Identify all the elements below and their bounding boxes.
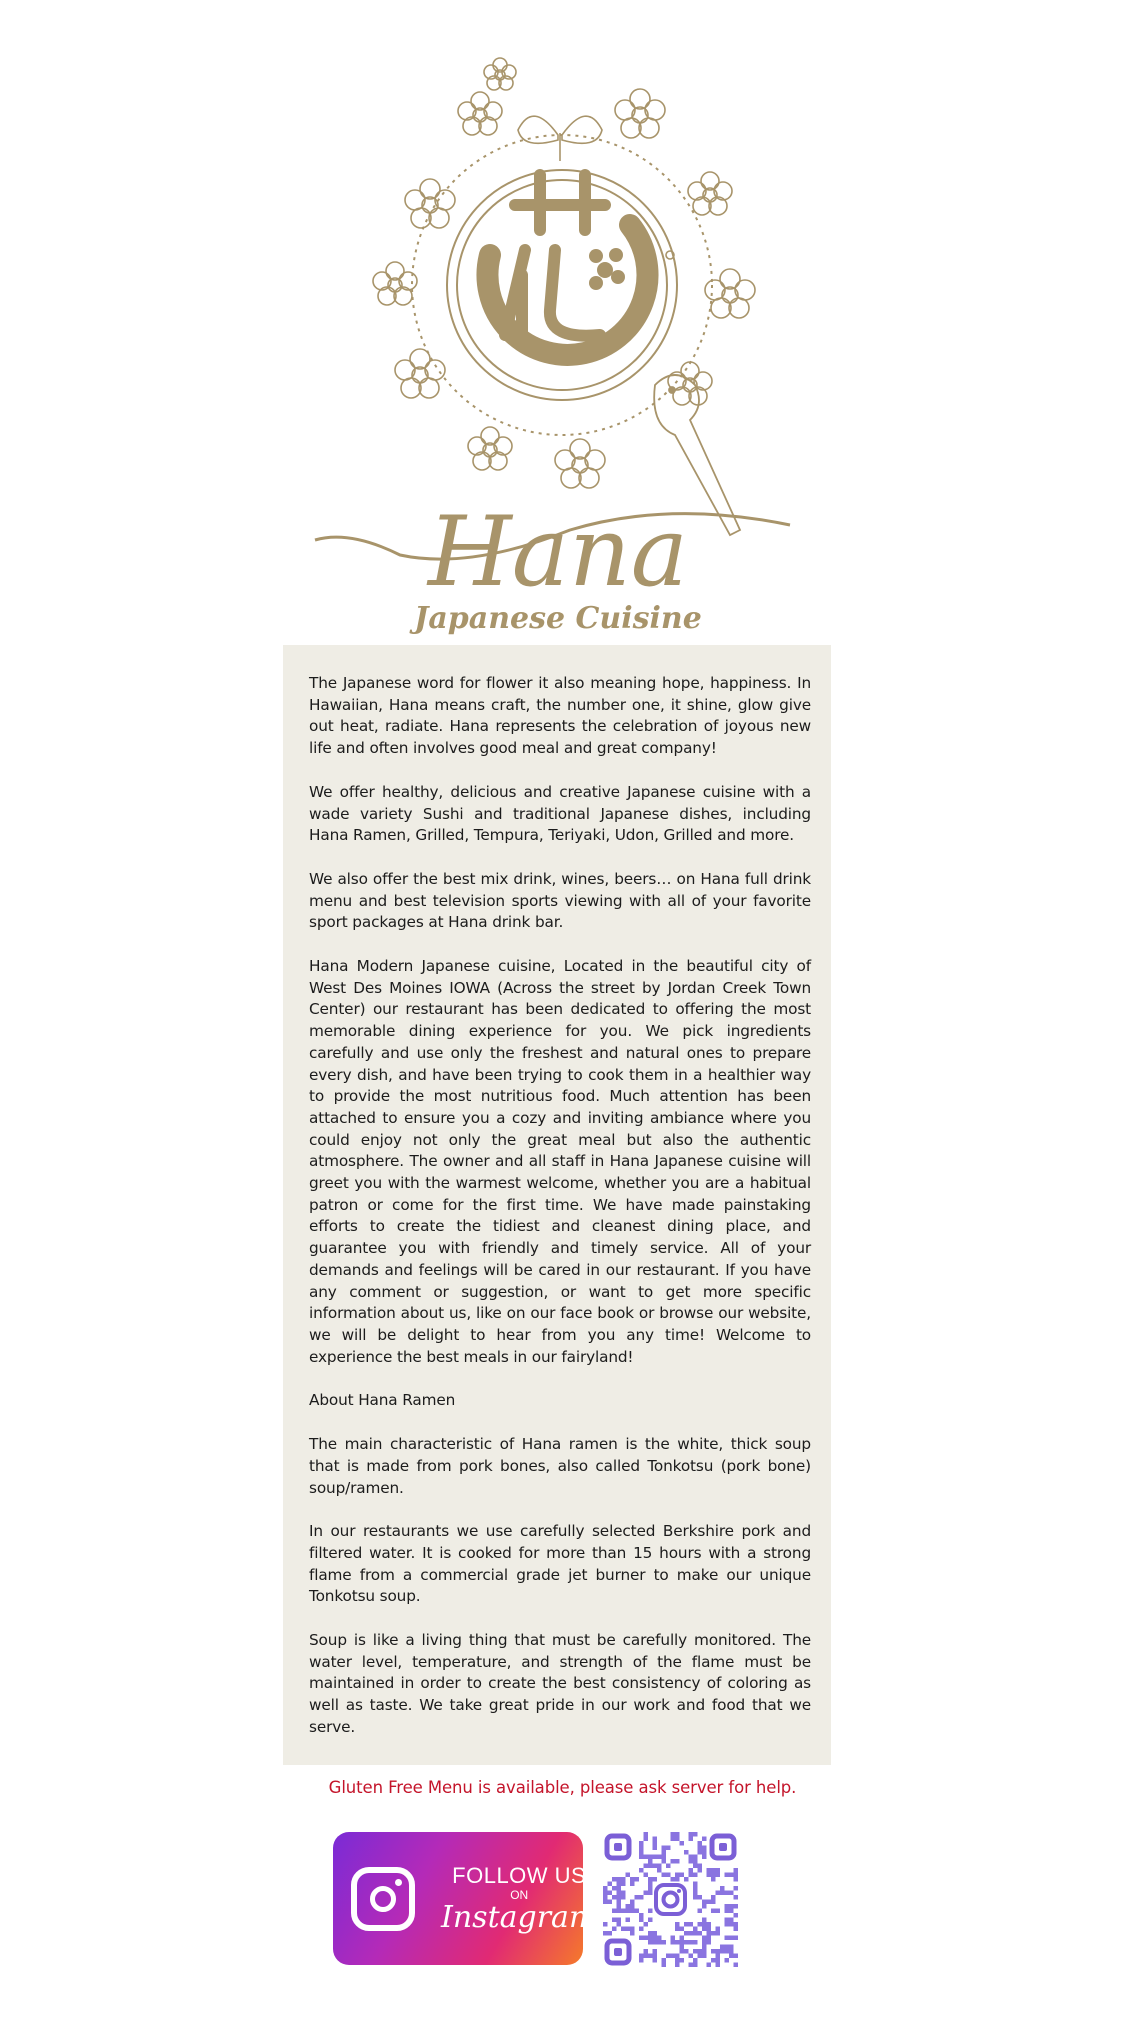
qr-module (603, 1886, 608, 1891)
qr-module (698, 1850, 703, 1855)
qr-module (680, 1945, 685, 1950)
qr-module (702, 1855, 707, 1860)
qr-module (603, 1891, 608, 1896)
qr-module (716, 1868, 721, 1873)
qr-module (698, 1909, 703, 1914)
qr-module (639, 1936, 644, 1941)
qr-module (603, 1900, 608, 1905)
qr-module (680, 1958, 685, 1963)
qr-module (608, 1900, 613, 1905)
qr-module (653, 1846, 658, 1851)
qr-module (689, 1922, 694, 1927)
qr-module (684, 1922, 689, 1927)
qr-module (666, 1954, 671, 1959)
qr-module (671, 1940, 676, 1945)
qr-module (716, 1958, 721, 1963)
follow-us-text: FOLLOW US (452, 1862, 587, 1888)
qr-module (734, 1927, 739, 1932)
qr-module (702, 1850, 707, 1855)
qr-module (698, 1841, 703, 1846)
qr-module (639, 1918, 644, 1923)
qr-module (608, 1931, 613, 1936)
qr-module (666, 1846, 671, 1851)
qr-module (612, 1909, 617, 1914)
qr-module (626, 1873, 631, 1878)
qr-module (621, 1927, 626, 1932)
ramen-heading: About Hana Ramen (309, 1391, 456, 1410)
qr-module (603, 1931, 608, 1936)
qr-module (729, 1922, 734, 1927)
qr-module (608, 1891, 613, 1896)
qr-module (729, 1949, 734, 1954)
qr-module (644, 1954, 649, 1959)
qr-module (648, 1954, 653, 1959)
qr-module (630, 1900, 635, 1905)
qr-module (689, 1859, 694, 1864)
qr-module (612, 1895, 617, 1900)
qr-module (711, 1949, 716, 1954)
qr-module (698, 1949, 703, 1954)
ramen-paragraph-3: Soup is like a living thing that must be carefully monitored. The water level, temperature, and strength of the flame must be maintained in order to create the best consistency of coloring as well as taste. We take great pride in our work and food that we serve. (309, 1631, 811, 1736)
qr-module (653, 1949, 658, 1954)
qr-module (680, 1873, 685, 1878)
qr-module (653, 1864, 658, 1869)
qr-module (702, 1954, 707, 1959)
on-text: ON (510, 1887, 529, 1902)
qr-module (639, 1958, 644, 1963)
qr-module (621, 1895, 626, 1900)
qr-module (698, 1931, 703, 1936)
qr-module (693, 1931, 698, 1936)
qr-module (644, 1832, 649, 1837)
qr-module (707, 1900, 712, 1905)
qr-module (644, 1922, 649, 1927)
qr-module (621, 1882, 626, 1887)
qr-module (734, 1922, 739, 1927)
qr-module (693, 1832, 698, 1837)
qr-module (716, 1931, 721, 1936)
qr-module (707, 1963, 712, 1968)
qr-module (626, 1909, 631, 1914)
qr-module (653, 1954, 658, 1959)
qr-module (666, 1864, 671, 1869)
qr-module (662, 1859, 667, 1864)
qr-module (648, 1859, 653, 1864)
about-paragraph-1: The Japanese word for flower it also meaning hope, happiness. In Hawaiian, Hana means craft, the number one, it shine, glow give out heat, radiate. Hana represents the celebration of joyous new life and often involves good meal and great company! (309, 674, 811, 758)
qr-module (684, 1940, 689, 1945)
kanji-seal-icon (487, 175, 647, 355)
qr-module (675, 1963, 680, 1968)
qr-module (734, 1886, 739, 1891)
qr-module (653, 1931, 658, 1936)
qr-module (653, 1877, 658, 1882)
qr-module (671, 1859, 676, 1864)
qr-module (639, 1868, 644, 1873)
qr-module (626, 1927, 631, 1932)
qr-module (698, 1954, 703, 1959)
qr-module (630, 1877, 635, 1882)
qr-module (734, 1954, 739, 1959)
qr-module (648, 1940, 653, 1945)
qr-module (734, 1868, 739, 1873)
qr-module (662, 1846, 667, 1851)
qr-module (720, 1945, 725, 1950)
qr-module (612, 1927, 617, 1932)
qr-module (693, 1927, 698, 1932)
about-paragraph-3: We also offer the best mix drink, wines, beers… on Hana full drink menu and best television sports viewing with all of your favorite sport packages at Hana drink bar. (309, 869, 811, 932)
qr-module (617, 1877, 622, 1882)
qr-module (635, 1895, 640, 1900)
qr-module (657, 1868, 662, 1873)
qr-module (684, 1949, 689, 1954)
qr-module (716, 1909, 721, 1914)
qr-module (675, 1927, 680, 1932)
qr-module (644, 1891, 649, 1896)
qr-module (648, 1909, 653, 1914)
qr-module (725, 1936, 730, 1941)
qr-module (635, 1909, 640, 1914)
qr-module (630, 1904, 635, 1909)
qr-module (702, 1900, 707, 1905)
qr-module (725, 1904, 730, 1909)
qr-module (635, 1877, 640, 1882)
qr-module (648, 1936, 653, 1941)
qr-module (657, 1936, 662, 1941)
qr-module (702, 1936, 707, 1941)
qr-module (711, 1877, 716, 1882)
qr-module (689, 1832, 694, 1837)
qr-module (639, 1895, 644, 1900)
qr-module (644, 1873, 649, 1878)
qr-module (707, 1931, 712, 1936)
qr-module (662, 1940, 667, 1945)
qr-module (711, 1868, 716, 1873)
qr-module (707, 1873, 712, 1878)
qr-module (671, 1837, 676, 1842)
qr-module (617, 1891, 622, 1896)
qr-module (716, 1891, 721, 1896)
qr-module (671, 1954, 676, 1959)
qr-module (689, 1855, 694, 1860)
qr-module (675, 1954, 680, 1959)
qr-module (684, 1877, 689, 1882)
qr-module (725, 1918, 730, 1923)
qr-module (734, 1904, 739, 1909)
qr-module (693, 1963, 698, 1968)
qr-module (725, 1958, 730, 1963)
qr-module (657, 1864, 662, 1869)
qr-module (707, 1940, 712, 1945)
qr-module (689, 1837, 694, 1842)
qr-module (617, 1918, 622, 1923)
qr-module (653, 1958, 658, 1963)
qr-module (639, 1846, 644, 1851)
qr-module (653, 1940, 658, 1945)
qr-module (711, 1909, 716, 1914)
brand-logotype (310, 470, 805, 640)
qr-module (693, 1949, 698, 1954)
qr-module (734, 1873, 739, 1878)
qr-module (698, 1864, 703, 1869)
qr-module (720, 1949, 725, 1954)
qr-module (702, 1927, 707, 1932)
instagram-label (441, 1862, 598, 1935)
qr-module (711, 1873, 716, 1878)
qr-module (675, 1837, 680, 1842)
qr-module (725, 1922, 730, 1927)
qr-module (630, 1882, 635, 1887)
qr-module (612, 1877, 617, 1882)
qr-module (684, 1931, 689, 1936)
qr-module (630, 1931, 635, 1936)
qr-module (653, 1841, 658, 1846)
qr-module (644, 1855, 649, 1860)
qr-module (653, 1855, 658, 1860)
qr-module (639, 1913, 644, 1918)
about-paragraph-4: Hana Modern Japanese cuisine, Located in the beautiful city of West Des Moines IOWA (Across the street by Jordan Creek Town Center) our restaurant has been dedicated to offering the most memorable dining experience for you. We pick ingredients carefully and use only the freshest and natural ones to prepare every dish, and have been trying to cook them in a healthier way to provide the most nutritious food. Much attention has been attached to ensure you a cozy and inviting ambiance where you could enjoy not only the great meal but also the authentic atmosphere. The owner and all staff in Hana Japanese cuisine will greet you with the warmest welcome, whether you are a habitual patron or come for the first time. We have made painstaking efforts to create the tidiest and cleanest dining place, and guarantee you with friendly and timely service. All of your demands and feelings will be cared in our restaurant. If you have any comment or suggestion, or want to get more specific information about us, like on our face book or browse our website, we will be delight to hear from you any time! Welcome to experience the best meals in our fairyland! (309, 957, 811, 1366)
qr-module (702, 1945, 707, 1950)
qr-module (693, 1940, 698, 1945)
qr-module (725, 1949, 730, 1954)
qr-code-icon[interactable] (603, 1832, 738, 1967)
qr-module (680, 1841, 685, 1846)
qr-module (630, 1909, 635, 1914)
qr-module (716, 1927, 721, 1932)
qr-module (693, 1891, 698, 1896)
qr-module (671, 1877, 676, 1882)
qr-module (689, 1873, 694, 1878)
instagram-text: Instagram (441, 1899, 598, 1935)
qr-module (707, 1936, 712, 1941)
qr-module (662, 1855, 667, 1860)
qr-module (720, 1891, 725, 1896)
qr-module (666, 1873, 671, 1878)
qr-module (711, 1895, 716, 1900)
qr-module (648, 1918, 653, 1923)
qr-module (608, 1882, 613, 1887)
qr-module (662, 1873, 667, 1878)
qr-module (617, 1895, 622, 1900)
qr-module (702, 1949, 707, 1954)
qr-module (675, 1877, 680, 1882)
brand-tagline: Japanese Cuisine (414, 601, 702, 636)
qr-module (729, 1954, 734, 1959)
qr-module (621, 1877, 626, 1882)
qr-module (639, 1841, 644, 1846)
qr-module (626, 1918, 631, 1923)
qr-module (729, 1873, 734, 1878)
qr-module (617, 1904, 622, 1909)
qr-module (729, 1909, 734, 1914)
qr-module (693, 1859, 698, 1864)
qr-module (680, 1927, 685, 1932)
qr-module (617, 1922, 622, 1927)
qr-module (680, 1940, 685, 1945)
qr-module (684, 1850, 689, 1855)
qr-module (603, 1922, 608, 1927)
instagram-follow-button[interactable] (333, 1832, 598, 1965)
qr-module (639, 1954, 644, 1959)
qr-module (716, 1949, 721, 1954)
qr-module (644, 1936, 649, 1941)
qr-module (617, 1882, 622, 1887)
qr-module (617, 1900, 622, 1905)
qr-module (689, 1963, 694, 1968)
qr-module (675, 1859, 680, 1864)
qr-module (734, 1936, 739, 1941)
qr-module (720, 1886, 725, 1891)
qr-module (680, 1949, 685, 1954)
qr-module (648, 1864, 653, 1869)
qr-module (716, 1954, 721, 1959)
qr-module (725, 1891, 730, 1896)
qr-module (729, 1918, 734, 1923)
qr-module (698, 1895, 703, 1900)
qr-module (734, 1877, 739, 1882)
qr-module (702, 1904, 707, 1909)
qr-module (729, 1936, 734, 1941)
qr-module (639, 1927, 644, 1932)
qr-module (689, 1868, 694, 1873)
qr-module (680, 1936, 685, 1941)
qr-module (644, 1837, 649, 1842)
qr-module (648, 1882, 653, 1887)
qr-module (689, 1940, 694, 1945)
qr-module (711, 1931, 716, 1936)
qr-module (653, 1837, 658, 1842)
qr-module (630, 1927, 635, 1932)
qr-module (725, 1873, 730, 1878)
description-panel (283, 645, 831, 1765)
qr-module (675, 1922, 680, 1927)
qr-module (644, 1864, 649, 1869)
qr-module (612, 1886, 617, 1891)
qr-module (693, 1855, 698, 1860)
qr-module (707, 1927, 712, 1932)
qr-module (675, 1940, 680, 1945)
about-paragraph-2: We offer healthy, delicious and creative Japanese cuisine with a wade variety Sushi and traditional Japanese dishes, including Hana Ramen, Grilled, Tempura, Teriyaki, Udon, Grilled and more. (309, 782, 811, 845)
qr-module (671, 1832, 676, 1837)
qr-module (671, 1936, 676, 1941)
qr-module (648, 1891, 653, 1896)
qr-module (693, 1886, 698, 1891)
qr-module (707, 1868, 712, 1873)
qr-module (617, 1909, 622, 1914)
qr-module (657, 1940, 662, 1945)
qr-module (644, 1949, 649, 1954)
qr-module (734, 1895, 739, 1900)
qr-module (689, 1954, 694, 1959)
qr-module (617, 1886, 622, 1891)
qr-module (689, 1931, 694, 1936)
qr-module (702, 1837, 707, 1842)
qr-module (621, 1891, 626, 1896)
ramen-paragraph-2: In our restaurants we use carefully selected Berkshire pork and filtered water. It is cooked for more than 15 hours with a strong flame from a commercial grade jet burner to make our unique Tonkotsu soup. (309, 1522, 811, 1606)
brand-name: Hana (427, 496, 689, 608)
qr-module (711, 1900, 716, 1905)
qr-module (675, 1958, 680, 1963)
qr-module (662, 1850, 667, 1855)
gluten-free-notice: Gluten Free Menu is available, please ask server for help. (328, 1778, 797, 1797)
qr-module (662, 1958, 667, 1963)
qr-module (716, 1963, 721, 1968)
qr-module (657, 1855, 662, 1860)
qr-module (653, 1936, 658, 1941)
qr-module (725, 1909, 730, 1914)
qr-module (648, 1877, 653, 1882)
qr-module (702, 1922, 707, 1927)
qr-module (702, 1846, 707, 1851)
qr-module (707, 1922, 712, 1927)
qr-module (716, 1873, 721, 1878)
qr-module (693, 1864, 698, 1869)
qr-module (648, 1931, 653, 1936)
ramen-paragraph-1: The main characteristic of Hana ramen is the white, thick soup that is made from pork bones, also called Tonkotsu (pork bone) soup/ramen. (309, 1435, 811, 1497)
qr-module (621, 1909, 626, 1914)
qr-module (729, 1891, 734, 1896)
qr-module (693, 1895, 698, 1900)
qr-module (675, 1832, 680, 1837)
qr-module (603, 1895, 608, 1900)
qr-module (626, 1904, 631, 1909)
qr-module (702, 1918, 707, 1923)
qr-module (662, 1963, 667, 1968)
qr-module (702, 1940, 707, 1945)
qr-module (725, 1945, 730, 1950)
qr-module (734, 1963, 739, 1968)
qr-module (711, 1958, 716, 1963)
qr-module (729, 1904, 734, 1909)
qr-module (639, 1850, 644, 1855)
qr-module (698, 1868, 703, 1873)
qr-module (693, 1958, 698, 1963)
qr-module (698, 1922, 703, 1927)
qr-module (648, 1886, 653, 1891)
qr-module (639, 1855, 644, 1860)
qr-module (729, 1945, 734, 1950)
qr-module (734, 1913, 739, 1918)
qr-module (693, 1873, 698, 1878)
qr-module (698, 1846, 703, 1851)
qr-module (648, 1855, 653, 1860)
qr-module (612, 1918, 617, 1923)
instagram-icon (351, 1867, 415, 1931)
qr-module (675, 1873, 680, 1878)
qr-module (693, 1882, 698, 1887)
